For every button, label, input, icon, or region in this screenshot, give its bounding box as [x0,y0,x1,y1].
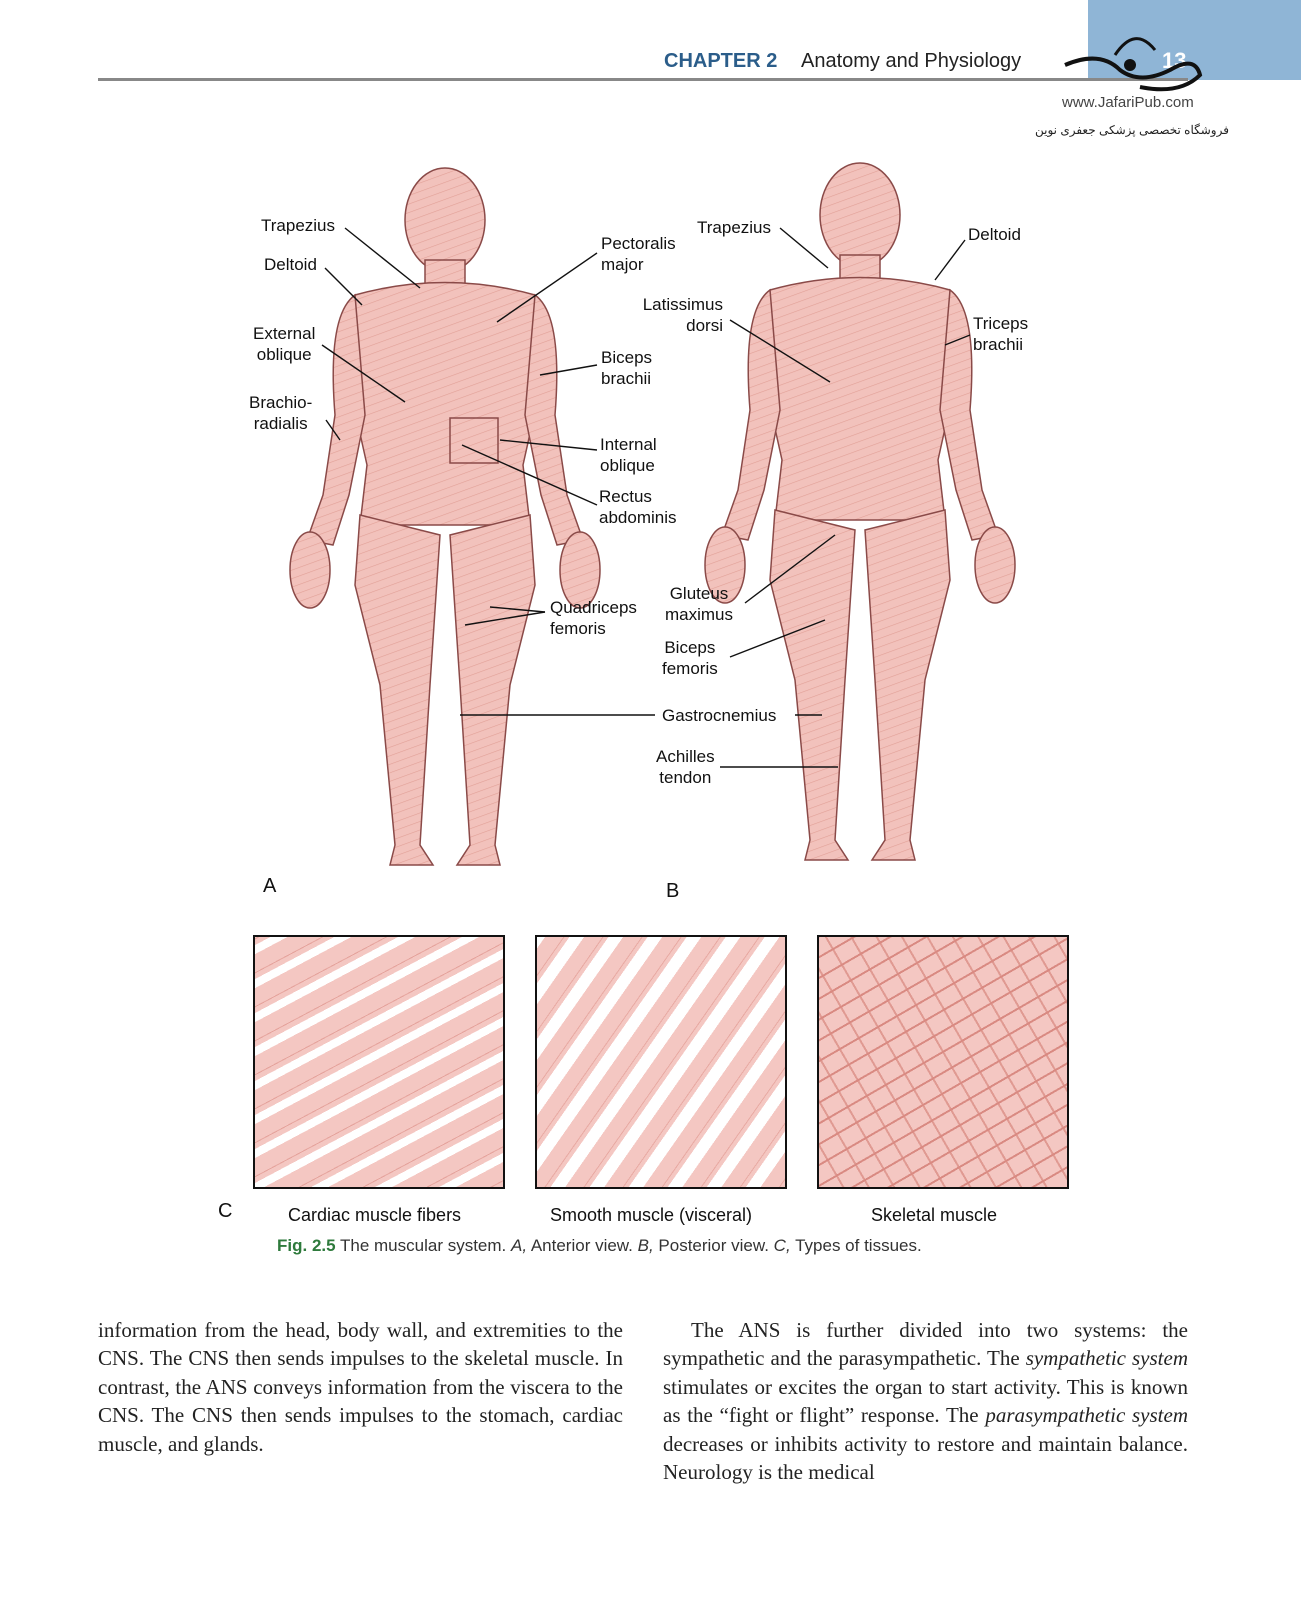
posterior-body [705,163,1015,860]
label-line: radialis [253,414,308,433]
label-line: Biceps [664,638,716,657]
label-line: brachii [601,369,652,388]
label-line: Triceps [973,314,1029,333]
caption-text: The muscular system. [335,1236,511,1255]
label-quadriceps-femoris [550,597,637,639]
label-deltoid-anterior: Deltoid [264,255,317,274]
label-line: brachii [973,335,1024,354]
label-brachioradialis [249,392,312,434]
skeletal-muscle-illustration [817,935,1069,1189]
caption-text: Posterior view. [653,1236,774,1255]
caption-ref: B, [637,1236,654,1255]
label-line: Biceps [601,348,653,367]
panel-label-b: B [666,880,680,902]
tissue-caption-cardiac: Cardiac muscle fibers [288,1205,462,1225]
body-paragraph-right [663,1316,1188,1486]
label-latissimus-dorsi [630,294,723,336]
body-paragraph-left: information from the head, body wall, and extremities to the CNS. The CNS then sends impulses to the skeletal muscle. In contrast, the ANS conveys information from the viscera to the CNS. The CNS then sends impulses to the stomach, cardiac muscle, and glands. [98,1318,623,1456]
text-run: stimulates or excites the organ to start activity. This is known as the “fight or flight” response. The [663,1374,1188,1428]
label-line: Gluteus [669,584,729,603]
watermark-text: فروشگاه تخصصی پزشکی جعفری نوین [1035,123,1229,137]
label-gastrocnemius: Gastrocnemius [662,706,777,725]
label-deltoid-posterior: Deltoid [968,225,1021,244]
text-run: decreases or inhibits activity to restore and maintain balance. Neurology is the medical [663,1431,1188,1485]
label-line: Brachio- [249,393,313,412]
label-triceps-brachii [973,313,1028,355]
text-run: The ANS is further divided into two systems: the sympathetic and the parasympathetic. The [663,1318,1188,1371]
label-line: tendon [659,768,712,787]
label-pectoralis-major [601,233,676,275]
label-line: Quadriceps [550,598,637,617]
caption-ref: C, [773,1236,791,1255]
label-line: abdominis [599,508,677,527]
emphasis-term: parasympathetic system [985,1403,1188,1428]
label-line: Latissimus [642,295,723,314]
tissue-caption-skeletal: Skeletal muscle [871,1205,998,1225]
label-achilles-tendon [656,746,715,788]
label-line: Rectus [599,487,652,506]
label-line: femoris [550,619,606,638]
label-line: maximus [665,605,734,624]
label-rectus-abdominis [599,486,677,528]
cardiac-muscle-illustration [253,935,505,1189]
caption-text: Anterior view. [527,1236,638,1255]
label-line: External [253,324,316,343]
label-line: major [601,255,644,274]
chapter-number: CHAPTER 2 [664,50,778,72]
emphasis-term: sympathetic system [1025,1346,1188,1371]
label-gluteus-maximus [665,583,733,625]
figure-caption [277,1236,922,1256]
label-trapezius-posterior: Trapezius [697,218,772,237]
anterior-body [290,168,600,865]
label-line: Achilles [656,747,715,766]
watermark-url: www.JafariPub.com [1062,94,1194,111]
panel-label-a: A [263,875,277,897]
label-line: Pectoralis [601,234,676,253]
smooth-muscle-illustration [535,935,787,1189]
label-biceps-brachii [601,347,652,389]
panel-label-c: C [218,1200,233,1222]
chapter-title: Anatomy and Physiology [801,50,1022,72]
label-biceps-femoris [662,637,718,679]
caption-text: Types of tissues. [790,1236,922,1255]
label-line: oblique [256,345,312,364]
page-number: 13 [1162,48,1187,73]
label-line: Internal [600,435,657,454]
label-internal-oblique [600,434,657,476]
label-line: femoris [662,659,718,678]
label-line: dorsi [686,316,723,335]
tissue-caption-smooth: Smooth muscle (visceral) [550,1205,753,1225]
caption-ref: A, [510,1236,528,1255]
label-external-oblique [253,323,315,365]
label-trapezius-anterior: Trapezius [261,216,336,235]
label-line: oblique [600,456,655,475]
figure-number: Fig. 2.5 [277,1236,336,1255]
